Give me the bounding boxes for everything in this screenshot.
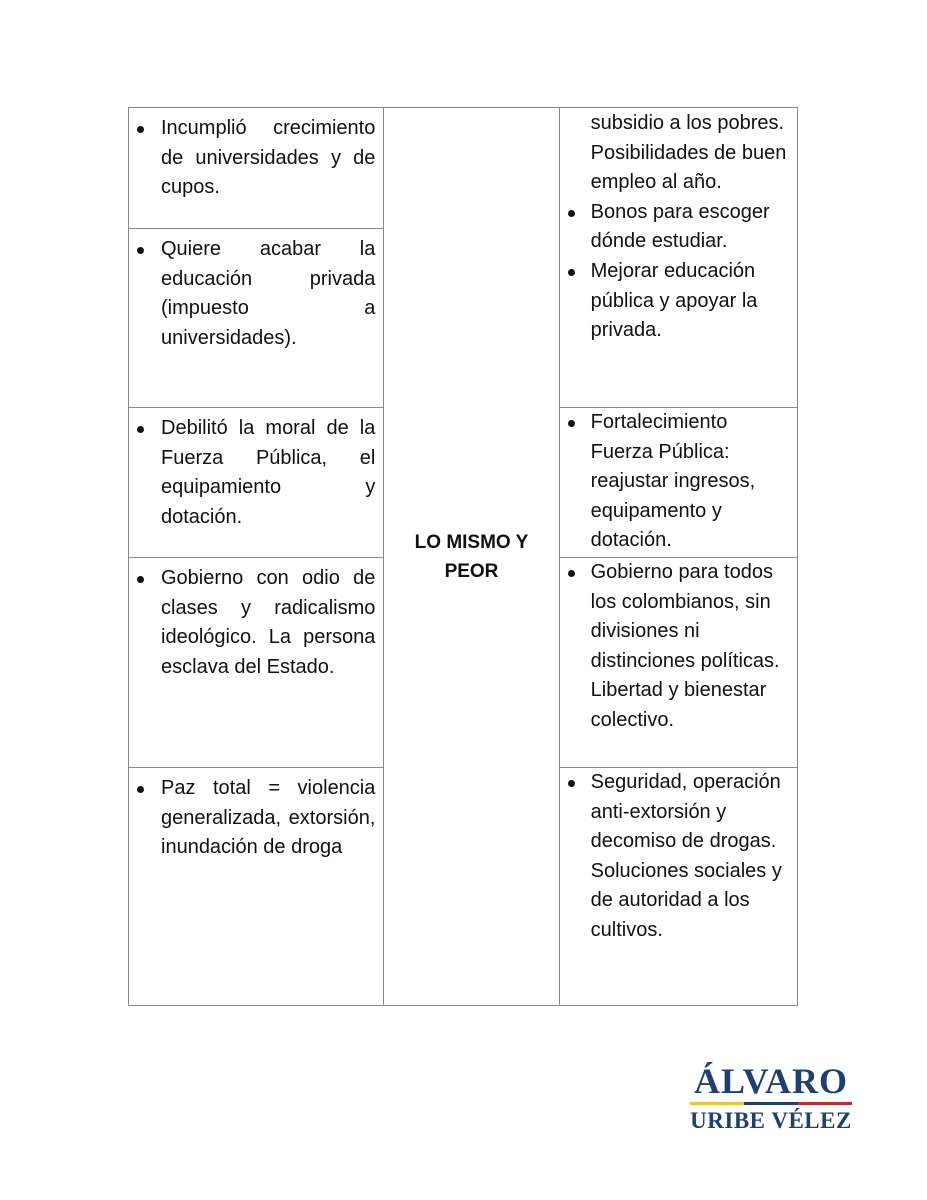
bullet-icon [137, 247, 144, 254]
bullet-icon [137, 786, 144, 793]
list-item [568, 558, 791, 736]
right-cell-government [559, 558, 797, 768]
comparison-table [128, 107, 798, 1006]
list-item [137, 774, 375, 863]
left-cell-private-education [129, 229, 384, 408]
right-item-text: Seguridad, operación anti-extorsión y decomiso de drogas. Soluciones sociales y de autoridad a los cultivos. [590, 771, 782, 941]
list-item [137, 414, 375, 532]
bullet-icon [137, 576, 144, 583]
bullet-icon [568, 570, 575, 577]
middle-label: LO MISMO Y PEOR [414, 531, 529, 582]
logo-flag-stripe [690, 1102, 852, 1105]
left-item-text: Gobierno con odio de clases y radicalismo ideológico. La persona esclava del Estado. [161, 567, 376, 678]
list-item [568, 768, 791, 946]
list-item [568, 257, 791, 346]
right-item-text: Mejorar educación pública y apoyar la privada. [590, 259, 758, 342]
left-cell-universities [129, 108, 384, 229]
left-cell-public-force [129, 408, 384, 558]
left-cell-security [129, 768, 384, 1006]
list-item [137, 235, 375, 353]
right-cell-public-force [559, 408, 797, 558]
bullet-icon [137, 426, 144, 433]
bullet-icon [568, 269, 575, 276]
bullet-icon [568, 420, 575, 427]
left-cell-government [129, 558, 384, 768]
right-item-text: Bonos para escoger dónde estudiar. [590, 200, 770, 253]
left-item-text: Debilitó la moral de la Fuerza Pública, el equipamiento y dotación. [161, 417, 376, 528]
stripe-yellow [690, 1102, 744, 1105]
stripe-blue [744, 1102, 798, 1105]
logo [686, 1063, 856, 1133]
list-item [137, 114, 375, 203]
stripe-red [798, 1102, 852, 1105]
left-item-text: Paz total = violencia generalizada, extorsión, inundación de droga [161, 777, 376, 859]
list-item [568, 198, 791, 257]
list-item [137, 564, 375, 682]
table-row [129, 108, 798, 229]
left-item-text: Quiere acabar la educación privada (impuesto a universidades). [161, 238, 376, 349]
right-item-text: Gobierno para todos los colombianos, sin divisiones ni distinciones políticas. Libertad y bienestar colectivo. [590, 561, 780, 731]
right-cell-education [559, 108, 797, 408]
right-cell-security [559, 768, 797, 1006]
bullet-icon [568, 210, 575, 217]
logo-last-name: URIBE VÉLEZ [690, 1108, 852, 1133]
bullet-icon [568, 780, 575, 787]
middle-cell [384, 108, 559, 1006]
bullet-icon [137, 126, 144, 133]
logo-first-name: ÁLVARO [693, 1061, 849, 1101]
left-item-text: Incumplió crecimiento de universidades y de cupos. [161, 117, 376, 199]
right-item-text: Fortalecimiento Fuerza Pública: reajustar ingresos, equipamento y dotación. [590, 411, 756, 552]
list-item [568, 408, 791, 556]
right-continuation-text: subsidio a los pobres. Posibilidades de buen empleo al año. [590, 112, 787, 194]
